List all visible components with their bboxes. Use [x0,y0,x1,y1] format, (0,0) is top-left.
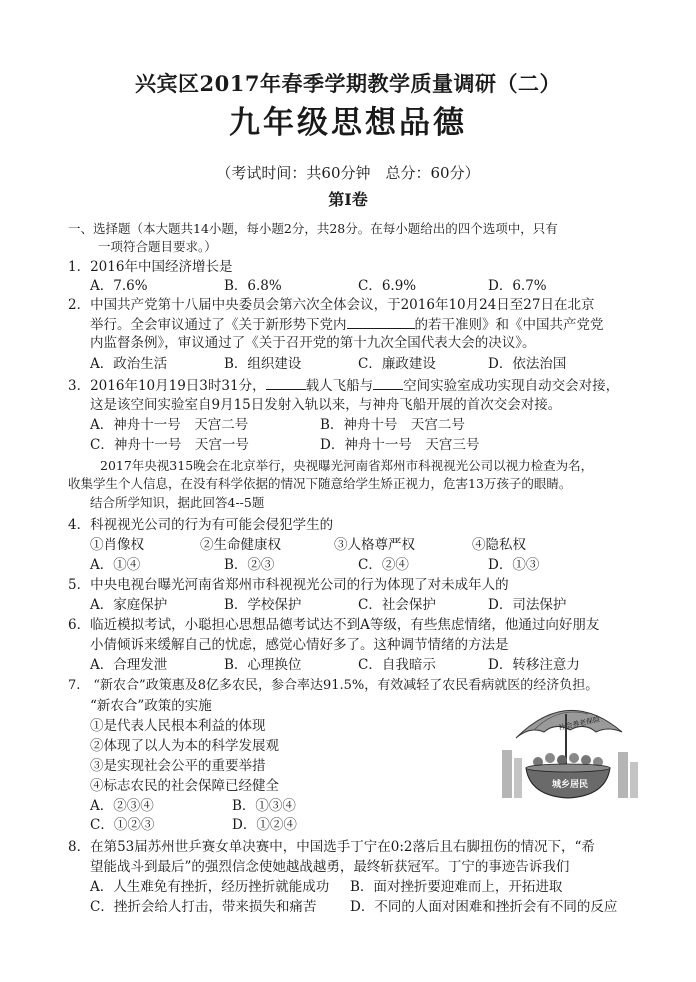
question-6-stem: 6．临近模拟考试，小聪担心思想品德考试达不到A等级，有些焦虑情绪，他通过向好朋友 [68,617,600,633]
person-head [557,755,567,765]
q4-option-c: C．②④ [358,557,409,573]
person-head [569,753,579,763]
q5-option-a: A．家庭保护 [90,597,168,613]
q7-option-d: D．①②④ [232,817,297,833]
q6-option-d: D．转移注意力 [488,657,580,673]
q4-item-3: ③人格尊严权 [334,537,415,553]
q2-text-before-blank: 举行。全会审议通过了《关于新形势下党内 [90,317,347,333]
q1-option-d: D．6.7% [488,278,547,294]
q8-option-c: C．挫折会给人打击，带来损失和痛苦 [90,899,317,915]
question-2-line2 [90,315,604,334]
q4-item-1: ①肖像权 [90,537,144,553]
q3-option-c: C．神舟十一号 天宫一号 [90,437,249,453]
person-head [581,755,591,765]
bowl-label: 城乡居民 [552,780,589,790]
q5-option-d: D．司法保护 [488,597,567,613]
q3-text-part3: 空间实验室成功实现自动交会对接， [403,378,620,394]
question-5-stem: 5．中央电视台曝光河南省郑州市科视视光公司的行为体现了对未成年人的 [68,577,509,593]
q7-option-c: C．①②③ [90,817,155,833]
q4-item-2: ②生命健康权 [200,537,281,553]
q3-option-a: A．神舟十一号 天宫二号 [90,417,249,433]
q2-option-b: B．组织建设 [224,356,302,372]
exam-info: （考试时间：共60分钟 总分：60分） [216,164,480,182]
question-8-stem: 8．在第53届苏州世乒赛女单决赛中，中国选手丁宁在0:2落后且右脚扭伤的情况下，“希 [68,839,595,855]
q8-option-a: A．人生难免有挫折，经历挫折就能成功 [90,879,330,895]
answer-blank [347,315,415,329]
q3-text-part1: 3．2016年10月19日3时31分， [68,378,266,394]
q1-option-a: A．7.6% [90,278,148,294]
question-4-stem: 4．科视视光公司的行为有可能会侵犯学生的 [68,517,334,533]
building-shape [514,758,522,798]
umbrella-bowl-cartoon [498,692,640,804]
question-6-line2: 小倩倾诉来缓解自己的忧虑，感觉心情好多了。这种调节情绪的方法是 [90,637,509,653]
question-7-line2: “新农合”政策的实施 [90,698,212,714]
q2-option-c: C．廉政建设 [358,356,436,372]
q7-item-3: ③是实现社会公平的重要举措 [90,758,266,774]
q4-item-4: ④隐私权 [472,537,526,553]
q1-option-b: B．6.8% [224,278,282,294]
q7-item-1: ①是代表人民根本利益的体现 [90,718,266,734]
q4-option-a: A．①④ [90,557,141,573]
q5-option-b: B．学校保护 [224,597,302,613]
building-shape [630,762,638,798]
volume-heading: 第Ⅰ卷 [328,190,368,209]
q2-option-d: D．依法治国 [488,356,567,372]
building-shape [502,750,512,798]
person-head [545,753,555,763]
q6-option-a: A．合理发泄 [90,657,168,673]
material-text: 2017年央视315晚会在北京举行，央视曝光河南省郑州市科视视光公司以视力检查为名， [100,458,594,473]
cartoon-illustration [498,692,640,804]
q1-option-c: C．6.9% [358,278,417,294]
question-2-stem: 2．中国共产党第十八届中央委员会第六次全体会议，于2016年10月24日至27日在北京 [68,297,595,313]
question-3-stem [68,376,619,395]
question-1-stem: 1．2016年中国经济增长是 [68,259,233,275]
answer-blank [373,376,403,390]
umbrella-label: 社会养老保险 [558,715,601,733]
q7-option-b: B．①③④ [232,798,296,814]
question-8-line2: 望能战斗到最后”的强烈信念使她越战越勇，最终斩获冠军。丁宁的事迹告诉我们 [90,859,570,875]
section-instruction: 一、选择题（本大题共14小题，每小题2分，共28分。在每小题给出的四个选项中，只有 [68,221,558,236]
q8-option-b: B．面对挫折要迎难而上，开拓进取 [350,879,563,895]
q7-item-4: ④标志农民的社会保障已经健全 [90,778,279,794]
material-text-cont: 收集学生个人信息，在没有科学依据的情况下随意给学生矫正视力，危害13万孩子的眼睛。 [68,476,572,491]
question-2-line3: 内监督条例》，审议通过了《关于召开党的第十九次全国代表大会的决议》。 [90,335,536,351]
q2-option-a: A．政治生活 [90,356,168,372]
q3-option-b: B．神舟十号 天宫二号 [320,417,465,433]
exam-title: 兴宾区2017年春季学期教学质量调研（二） [135,71,561,96]
bowl-rim [526,764,610,772]
q4-option-b: B．②③ [224,557,275,573]
q7-item-2: ②体现了以人为本的科学发展观 [90,738,279,754]
subject-title: 九年级思想品德 [229,105,467,141]
q5-option-c: C．社会保护 [358,597,436,613]
answer-blank [266,376,306,390]
q6-option-c: C．自我暗示 [358,657,436,673]
question-7-stem: 7. “新农合”政策惠及8亿多农民，参合率达91.5%，有效减轻了农民看病就医的经济负担。 [68,678,599,693]
q8-option-d: D．不同的人面对困难和挫折会有不同的反应 [350,899,618,915]
question-3-line2: 这是该空间实验室自9月15日发射入轨以来，与神舟飞船开展的首次交会对接。 [90,397,562,413]
q3-text-part2: 载人飞船与 [305,378,374,394]
q2-text-after-blank: 的若干准则》和《中国共产党党 [414,317,604,333]
material-instruction: 结合所学知识，据此回答4--5题 [90,495,265,510]
section-instruction-cont: 一项符合题目要求。） [98,239,217,254]
building-shape [618,752,628,798]
q4-option-d: D．①③ [488,557,540,573]
q6-option-b: B．心理换位 [224,657,302,673]
q7-option-a: A．②③④ [90,798,154,814]
q3-option-d: D．神舟十一号 天宫三号 [320,437,480,453]
